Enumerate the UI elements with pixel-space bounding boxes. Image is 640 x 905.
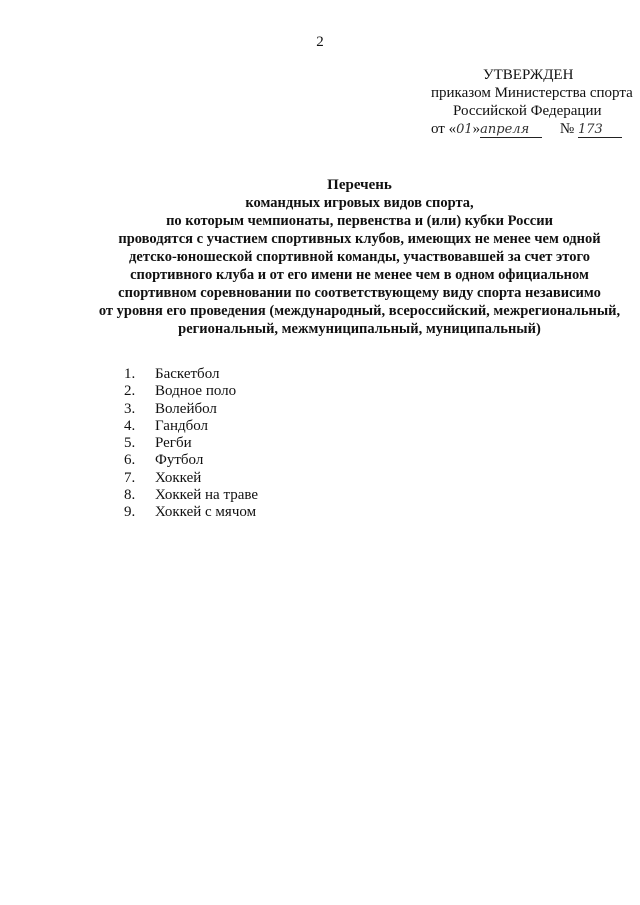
list-item-name: Волейбол <box>155 400 217 417</box>
title-heading: Перечень <box>327 177 392 193</box>
list-item-name: Гандбол <box>155 417 209 434</box>
list-item <box>124 452 258 469</box>
order-number-field <box>578 122 622 138</box>
list-item-name: Футбол <box>155 452 204 469</box>
list-item-name: Баскетбол <box>155 366 220 382</box>
list-item-number: 8. <box>124 487 136 504</box>
list-item <box>124 435 258 452</box>
approval-date-line <box>405 120 635 139</box>
title-line: по которым чемпионаты, первенства и (или) кубки России <box>166 213 553 229</box>
list-item-name: Регби <box>155 435 192 452</box>
title-line: спортивном соревновании по соответствующему виду спорта независимо <box>118 285 601 301</box>
title-line: от уровня его проведения (международный, всероссийский, межрегиональный, <box>98 303 621 319</box>
title-line: детско-юношеской спортивной команды, участвовавшей за счет этого <box>129 249 590 265</box>
title-line: проводятся с участием спортивных клубов, имеющих не менее чем одной <box>118 231 601 247</box>
list-item-number: 9. <box>124 504 136 521</box>
list-item <box>124 504 258 521</box>
number-sign: № <box>559 121 575 137</box>
document-title <box>82 176 637 338</box>
list-item-number: 3. <box>124 400 136 417</box>
list-item <box>124 487 258 504</box>
list-item-number: 4. <box>124 417 136 434</box>
approval-heading: УТВЕРЖДЕН <box>483 67 574 83</box>
list-item-number: 6. <box>124 452 136 469</box>
list-item <box>124 383 258 400</box>
list-item-number: 5. <box>124 435 136 452</box>
list-item-number: 2. <box>124 383 136 400</box>
sports-list <box>124 366 258 522</box>
date-prefix: от « <box>431 121 457 137</box>
title-line: спортивного клуба и от его имени не менее чем в одном официальном <box>130 267 589 283</box>
list-item-number: 7. <box>124 469 136 486</box>
approval-line-ministry: приказом Министерства спорта <box>431 85 633 101</box>
list-item-name: Хоккей с мячом <box>155 504 257 521</box>
page-number: 2 <box>316 34 324 50</box>
list-item-name: Хоккей <box>155 469 202 486</box>
list-item-name: Водное поло <box>155 383 237 400</box>
list-item <box>124 418 258 435</box>
list-item-name: Хоккей на траве <box>155 487 259 504</box>
title-line: командных игровых видов спорта, <box>245 195 474 211</box>
list-item <box>124 366 258 383</box>
order-number-handwritten: 173 <box>577 122 603 137</box>
approval-stamp <box>405 66 635 139</box>
list-item <box>124 401 258 418</box>
list-item <box>124 470 258 487</box>
date-day-handwritten: 01 <box>456 122 473 137</box>
date-mid: » <box>472 121 481 137</box>
title-line: региональный, межмуниципальный, муниципальный) <box>178 321 541 337</box>
approval-line-federation: Российской Федерации <box>453 103 602 119</box>
date-month-field <box>480 122 542 138</box>
list-item-number: 1. <box>124 366 136 382</box>
date-month-handwritten: апреля <box>480 122 530 137</box>
